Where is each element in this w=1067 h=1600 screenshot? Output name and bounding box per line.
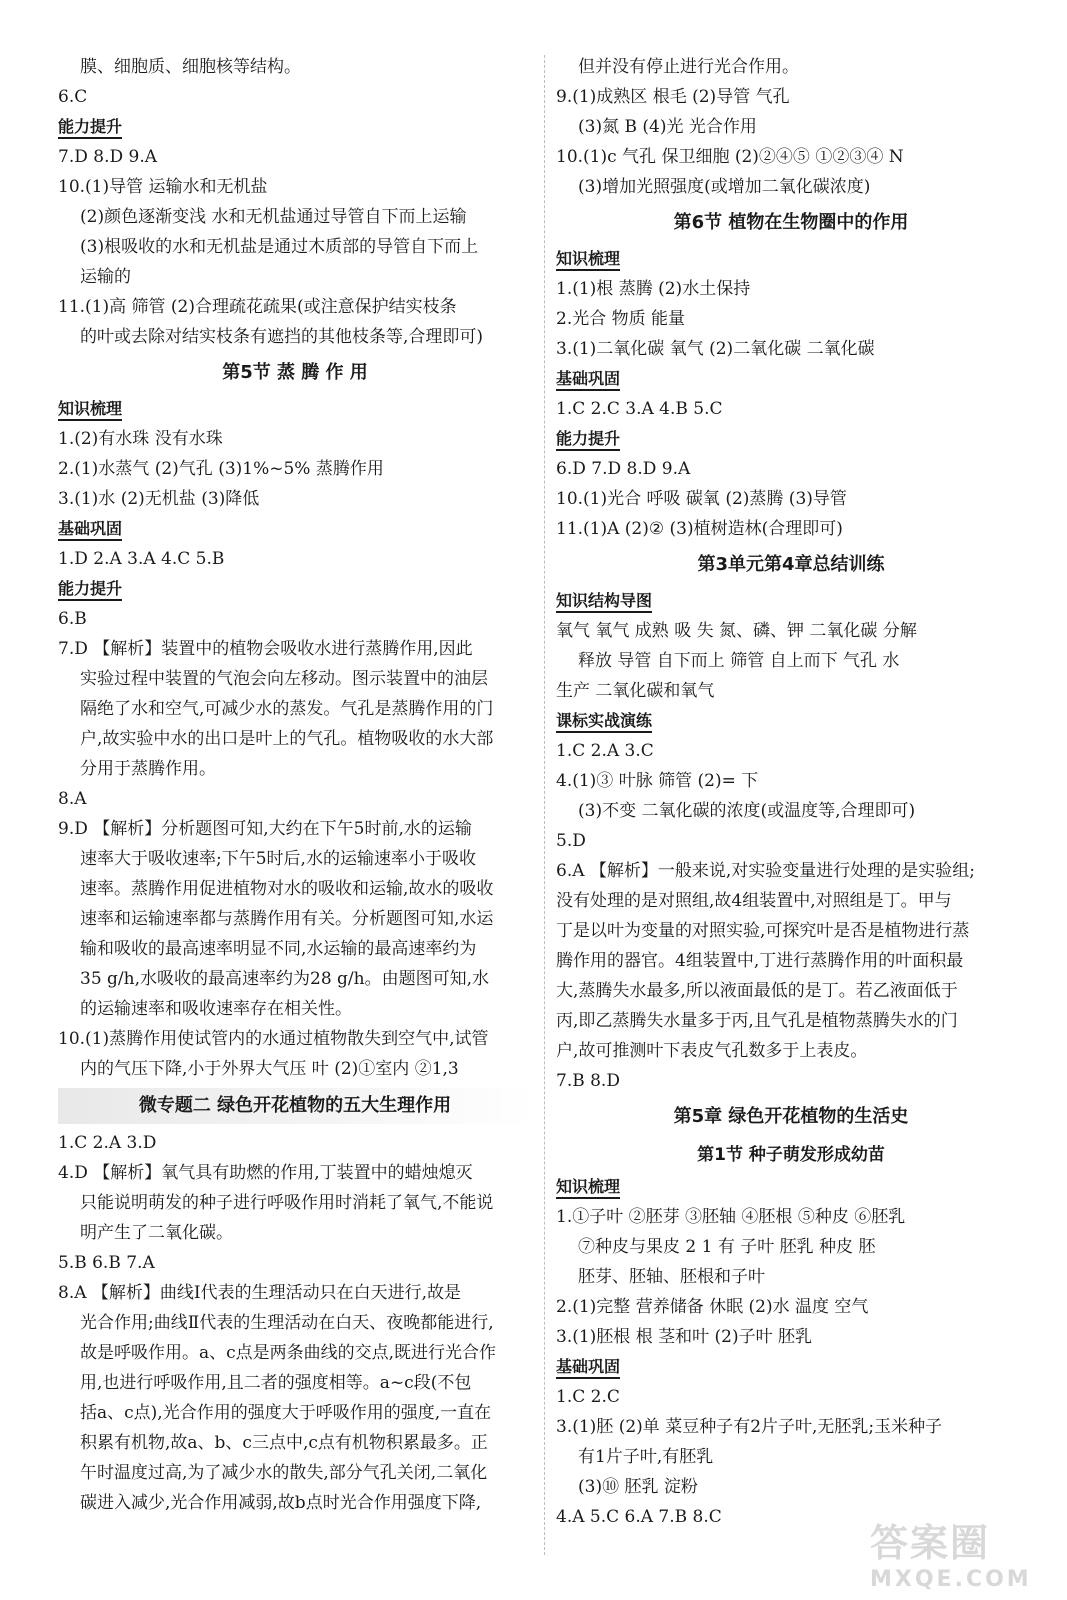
subsection-heading [556, 586, 1026, 616]
answer-line: 速率大于吸收速率;下午5时后,水的运输速率小于吸收 [80, 849, 476, 869]
subsection-heading [556, 364, 1026, 394]
answer-line: 1.C 2.A 3.D [58, 1133, 157, 1153]
answer-line: 7.B 8.D [556, 1071, 620, 1091]
answer-line: (3)根吸收的水和无机盐是通过木质部的导管自下而上 [80, 237, 479, 257]
answer-line: 1.D 2.A 3.A 4.C 5.B [58, 549, 225, 569]
watermark-url: MXQE.COM [870, 1567, 1032, 1592]
column-divider [544, 55, 545, 1555]
answer-line: 户,故实验中水的出口是叶上的气孔。植物吸收的水大部 [80, 729, 494, 749]
answer-line: 6.A 【解析】一般来说,对实验变量进行处理的是实验组; [556, 861, 976, 881]
answer-line: 11.(1)A (2)② (3)植树造林(合理即可) [556, 519, 843, 539]
left-column [58, 52, 532, 1518]
answer-line: (3)增加光照强度(或增加二氧化碳浓度) [578, 177, 871, 197]
answer-line: 实验过程中装置的气泡会向左移动。图示装置中的油层 [80, 669, 488, 689]
answer-line: 10.(1)导管 运输水和无机盐 [58, 177, 268, 197]
answer-line: 速率和运输速率都与蒸腾作用有关。分析题图可知,水运 [80, 909, 494, 929]
answer-line: 7.D 8.D 9.A [58, 147, 158, 167]
answer-line: 丙,即乙蒸腾失水量多于丙,且气孔是植物蒸腾失水的门 [556, 1011, 958, 1031]
answer-line: 10.(1)光合 呼吸 碳氧 (2)蒸腾 (3)导管 [556, 489, 847, 509]
answer-line: 积累有机物,故a、b、c三点中,c点有机物积累最多。正 [80, 1433, 488, 1453]
answer-line: 内的气压下降,小于外界大气压 叶 (2)①室内 ②1,3 [80, 1059, 459, 1079]
answer-line: 4.D 【解析】氧气具有助燃的作用,丁装置中的蜡烛熄灭 [58, 1163, 473, 1183]
answer-line: 11.(1)高 筛管 (2)合理疏花疏果(或注意保护结实枝条 [58, 297, 457, 317]
answer-line: 6.B [58, 609, 87, 629]
watermark-logo [870, 1512, 1040, 1592]
answer-line: ⑦种皮与果皮 2 1 有 子叶 胚乳 种皮 胚 [578, 1237, 876, 1257]
subsection-heading-text: 基础巩固 [556, 369, 620, 391]
answer-line: 9.(1)成熟区 根毛 (2)导管 气孔 [556, 87, 790, 107]
answer-line: 10.(1)c 气孔 保卫细胞 (2)②④⑤ ①②③④ N [556, 147, 904, 167]
answer-line: 1.C 2.C 3.A 4.B 5.C [556, 399, 723, 419]
answer-line: 3.(1)胚 (2)单 菜豆种子有2片子叶,无胚乳;玉米种子 [556, 1417, 943, 1437]
answer-line: 释放 导管 自下而上 筛管 自上而下 气孔 水 [578, 651, 900, 671]
answer-line: 3.(1)水 (2)无机盐 (3)降低 [58, 489, 260, 509]
answer-line: 3.(1)胚根 根 茎和叶 (2)子叶 胚乳 [556, 1327, 812, 1347]
answer-line: 6.D 7.D 8.D 9.A [556, 459, 691, 479]
answer-line: 胚芽、胚轴、胚根和子叶 [578, 1267, 765, 1287]
answer-line: 1.①子叶 ②胚芽 ③胚轴 ④胚根 ⑤种皮 ⑥胚乳 [556, 1207, 906, 1227]
answer-line: 膜、细胞质、细胞核等结构。 [80, 57, 301, 77]
answer-line: 35 g/h,水吸收的最高速率约为28 g/h。由题图可知,水 [80, 969, 489, 989]
subsection-heading-text: 知识结构导图 [556, 591, 652, 613]
answer-line: 运输的 [80, 267, 131, 287]
answer-line: (3)不变 二氧化碳的浓度(或温度等,合理即可) [578, 801, 916, 821]
section-title: 第3单元第4章总结训练 [697, 554, 885, 575]
answer-line: 没有处理的是对照组,故4组装置中,对照组是丁。甲与 [556, 891, 952, 911]
answer-line: 8.A [58, 789, 87, 809]
subsection-heading [58, 112, 532, 142]
subsection-heading-text: 能力提升 [58, 579, 122, 601]
answer-line: 氧气 氧气 成熟 吸 失 氮、磷、钾 二氧化碳 分解 [556, 621, 917, 641]
answer-line: (2)颜色逐渐变浅 水和无机盐通过导管自下而上运输 [80, 207, 467, 227]
answer-line: 2.光合 物质 能量 [556, 309, 686, 329]
subsection-heading [556, 1352, 1026, 1382]
subsection-heading [58, 574, 532, 604]
answer-line: 3.(1)二氧化碳 氧气 (2)二氧化碳 二氧化碳 [556, 339, 875, 359]
answer-line: 7.D 【解析】装置中的植物会吸收水进行蒸腾作用,因此 [58, 639, 473, 659]
section-title: 第5节 蒸 腾 作 用 [222, 362, 368, 383]
subsection-heading-text: 知识梳理 [556, 1177, 620, 1199]
answer-line: 午时温度过高,为了减少水的散失,部分气孔关闭,二氧化 [80, 1463, 488, 1483]
subsection-heading [58, 394, 532, 424]
answer-line: 4.(1)③ 叶脉 筛管 (2)= 下 [556, 771, 759, 791]
answer-line: 输和吸收的最高速率明显不同,水运输的最高速率约为 [80, 939, 477, 959]
answer-line: 有1片子叶,有胚乳 [578, 1447, 714, 1467]
subsection-heading [556, 244, 1026, 274]
answer-line: 分用于蒸腾作用。 [80, 759, 216, 779]
answer-line: (3)⑩ 胚乳 淀粉 [578, 1477, 698, 1497]
answer-line: 隔绝了水和空气,可减少水的蒸发。气孔是蒸腾作用的门 [80, 699, 494, 719]
watermark-text: 答案圈 [870, 1521, 991, 1565]
answer-line: 明产生了二氧化碳。 [80, 1223, 233, 1243]
subsection-heading [556, 706, 1026, 736]
answer-line: 1.(1)根 蒸腾 (2)水土保持 [556, 279, 751, 299]
right-column [556, 52, 1026, 1532]
answer-line: 的叶或去除对结实枝条有遮挡的其他枝条等,合理即可) [80, 327, 484, 347]
answer-line: 1.C 2.A 3.C [556, 741, 654, 761]
answer-line: 5.D [556, 831, 586, 851]
answer-line: 8.A 【解析】曲线Ⅰ代表的生理活动只在白天进行,故是 [58, 1283, 462, 1303]
answer-line: 速率。蒸腾作用促进植物对水的吸收和运输,故水的吸收 [80, 879, 494, 899]
subsection-heading [556, 1172, 1026, 1202]
subsection-heading-text: 知识梳理 [556, 249, 620, 271]
section-title: 微专题二 绿色开花植物的五大生理作用 [58, 1088, 532, 1124]
subsection-heading-text: 能力提升 [58, 117, 122, 139]
subsection-heading-text: 知识梳理 [58, 399, 122, 421]
section-title: 第5章 绿色开花植物的生活史 [673, 1106, 909, 1127]
answer-line: 5.B 6.B 7.A [58, 1253, 155, 1273]
answer-line: 但并没有停止进行光合作用。 [578, 57, 799, 77]
answer-line: 生产 二氧化碳和氧气 [556, 681, 715, 701]
answer-line: 丁是以叶为变量的对照实验,可探究叶是否是植物进行蒸 [556, 921, 970, 941]
answer-line: 9.D 【解析】分析题图可知,大约在下午5时前,水的运输 [58, 819, 472, 839]
subsection-heading-text: 基础巩固 [58, 519, 122, 541]
answer-line: 只能说明萌发的种子进行呼吸作用时消耗了氧气,不能说 [80, 1193, 494, 1213]
answer-line: 2.(1)水蒸气 (2)气孔 (3)1%~5% 蒸腾作用 [58, 459, 384, 479]
answer-line: 括a、c点),光合作用的强度大于呼吸作用的强度,一直在 [80, 1403, 492, 1423]
answer-line: 大,蒸腾失水最多,所以液面最低的是丁。若乙液面低于 [556, 981, 958, 1001]
answer-line: 腾作用的器官。4组装置中,丁进行蒸腾作用的叶面积最 [556, 951, 964, 971]
section-title: 第1节 种子萌发形成幼苗 [697, 1145, 885, 1165]
answer-line: 碳进入减少,光合作用减弱,故b点时光合作用强度下降, [80, 1493, 482, 1513]
subsection-heading [58, 514, 532, 544]
subsection-heading-text: 课标实战演练 [556, 711, 652, 733]
answer-line: 4.A 5.C 6.A 7.B 8.C [556, 1507, 722, 1527]
answer-line: 的运输速率和吸收速率存在相关性。 [80, 999, 352, 1019]
section-title: 第6节 植物在生物圈中的作用 [673, 212, 909, 233]
answer-line: 用,也进行呼吸作用,且二者的强度相等。a~c段(不包 [80, 1373, 472, 1393]
answer-line: 2.(1)完整 营养储备 休眠 (2)水 温度 空气 [556, 1297, 869, 1317]
answer-line: 1.(2)有水珠 没有水珠 [58, 429, 223, 449]
subsection-heading-text: 能力提升 [556, 429, 620, 451]
answer-line: (3)氮 B (4)光 光合作用 [578, 117, 757, 137]
answer-line: 户,故可推测叶下表皮气孔数多于上表皮。 [556, 1041, 868, 1061]
answer-line: 故是呼吸作用。a、c点是两条曲线的交点,既进行光合作 [80, 1343, 497, 1363]
answer-line: 10.(1)蒸腾作用使试管内的水通过植物散失到空气中,试管 [58, 1029, 489, 1049]
answer-line: 6.C [58, 87, 88, 107]
subsection-heading-text: 基础巩固 [556, 1357, 620, 1379]
answer-line: 1.C 2.C [556, 1387, 620, 1407]
answer-line: 光合作用;曲线Ⅱ代表的生理活动在白天、夜晚都能进行, [80, 1313, 494, 1333]
subsection-heading [556, 424, 1026, 454]
